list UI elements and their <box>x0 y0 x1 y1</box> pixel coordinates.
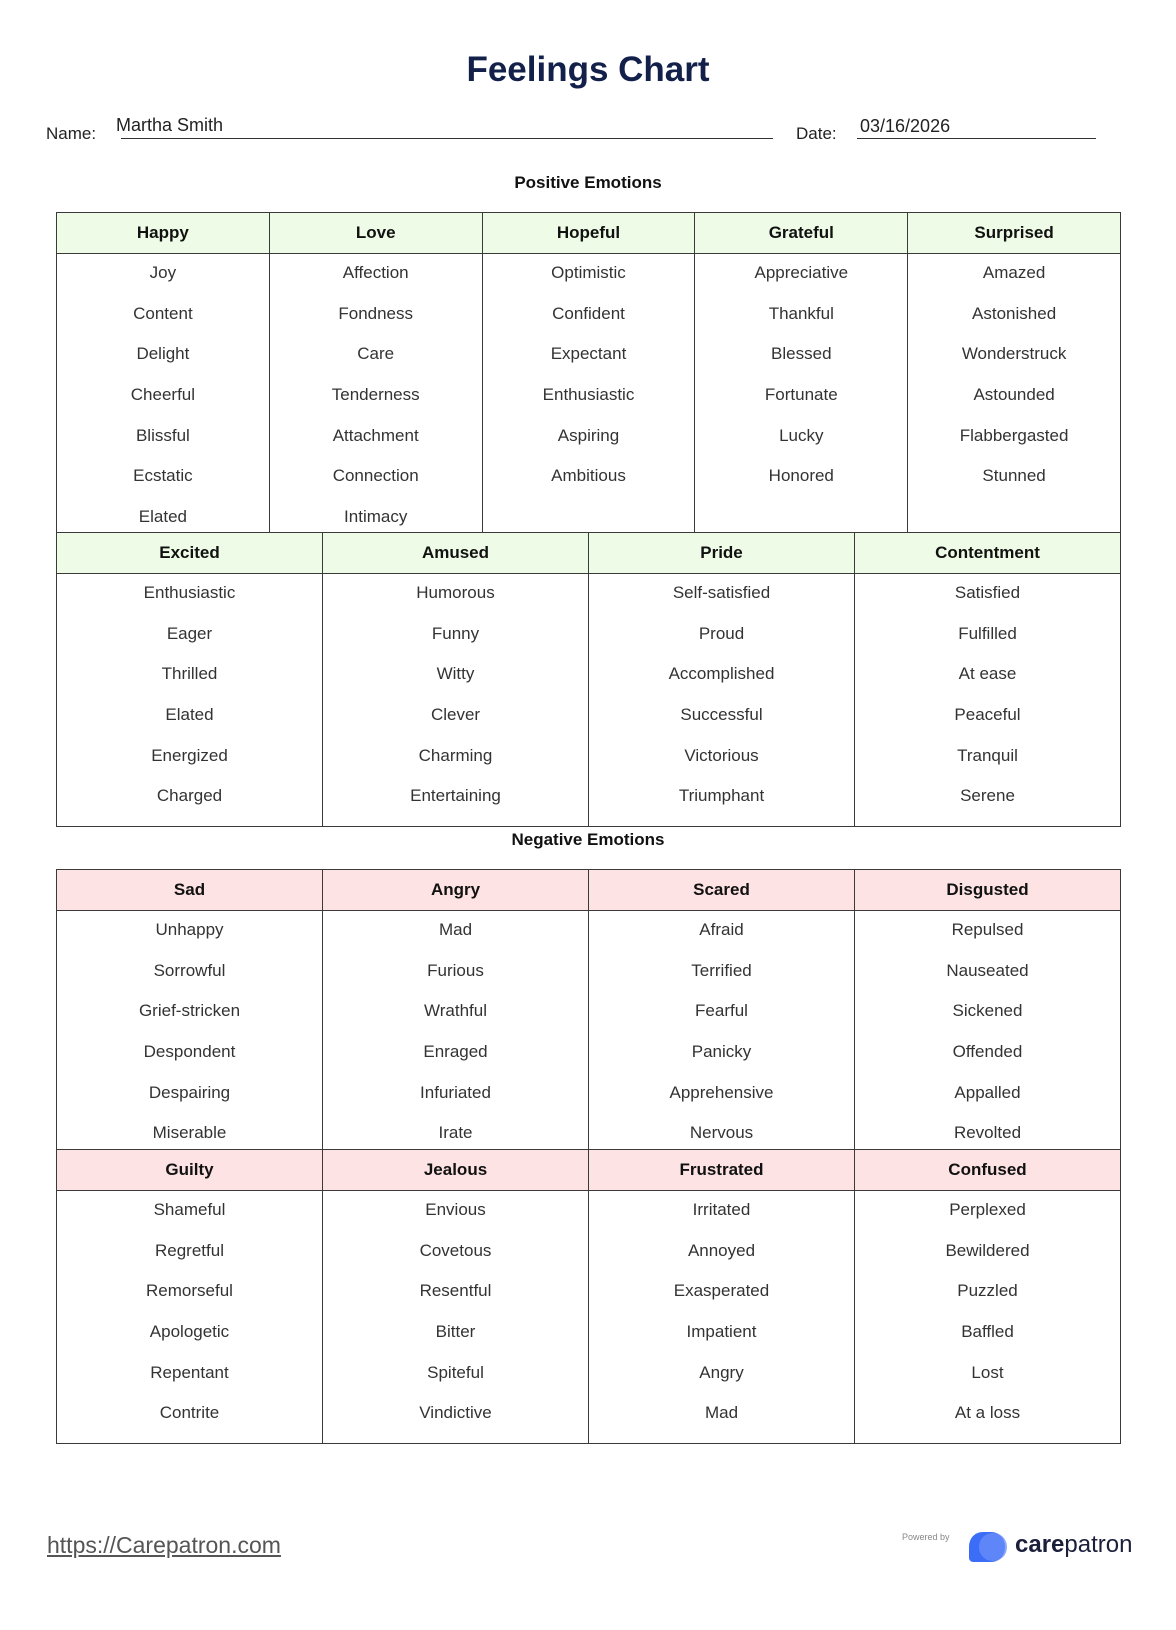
emotion-word: Delight <box>136 344 190 364</box>
category-header: Contentment <box>855 533 1121 574</box>
category-column <box>855 574 1121 827</box>
page-title: Feelings Chart <box>466 50 710 89</box>
emotion-word: Confident <box>552 303 625 323</box>
emotion-word: Proud <box>698 623 745 643</box>
category-header: Hopeful <box>482 213 695 254</box>
emotion-word: Remorseful <box>146 1281 233 1301</box>
carepatron-link[interactable]: https://Carepatron.com <box>47 1532 281 1558</box>
emotion-word: Enthusiastic <box>143 583 236 602</box>
category-column <box>855 911 1121 1164</box>
emotion-word: Bitter <box>435 1322 476 1342</box>
emotion-word: Ecstatic <box>133 466 193 486</box>
emotion-word: Content <box>133 303 193 323</box>
emotion-word: Sickened <box>952 1001 1023 1021</box>
emotion-word: Furious <box>427 960 484 980</box>
powered-by-label: Powered by <box>902 1532 950 1542</box>
emotion-word: Blissful <box>135 425 190 445</box>
category-header: Excited <box>57 533 323 574</box>
emotion-word: Repulsed <box>951 920 1024 939</box>
emotion-word: Lucky <box>779 425 824 445</box>
emotion-word: Energized <box>151 745 228 765</box>
category-column <box>855 1191 1121 1444</box>
emotion-word: Entertaining <box>410 786 501 806</box>
category-column <box>57 911 323 1164</box>
emotion-word: Connection <box>332 466 419 486</box>
emotion-word: Fondness <box>338 303 414 323</box>
category-column <box>589 911 855 1164</box>
emotion-word: Tenderness <box>331 385 420 405</box>
category-header: Pride <box>589 533 855 574</box>
emotion-word: Mad <box>704 1403 739 1423</box>
emotion-word: Covetous <box>419 1240 492 1260</box>
emotion-word: Aspiring <box>557 425 620 445</box>
emotion-word: Appalled <box>954 1082 1021 1102</box>
emotion-word: Envious <box>425 1200 486 1219</box>
emotion-word: Self-satisfied <box>672 583 771 602</box>
emotion-word: Annoyed <box>687 1240 756 1260</box>
emotion-word: Honored <box>768 466 834 486</box>
emotion-word: Attachment <box>332 425 419 445</box>
positive-emotions-title: Positive Emotions <box>514 173 662 192</box>
date-label: Date: <box>796 124 837 143</box>
category-column <box>269 254 482 548</box>
emotion-word: Baffled <box>961 1322 1014 1342</box>
emotion-word: Panicky <box>691 1042 752 1062</box>
emotion-word: Ambitious <box>551 466 626 486</box>
emotion-word: Victorious <box>684 745 759 765</box>
emotion-word: Triumphant <box>678 786 765 806</box>
emotion-word: Thankful <box>768 303 834 323</box>
emotion-word: Affection <box>342 263 409 282</box>
emotion-word: Offended <box>952 1042 1023 1062</box>
date-underline <box>857 138 1096 139</box>
emotion-word: Irate <box>438 1123 473 1143</box>
emotion-word: Astounded <box>973 385 1055 405</box>
category-header: Scared <box>589 870 855 911</box>
emotion-word: Successful <box>680 705 763 725</box>
category-column <box>57 1191 323 1444</box>
emotion-word: Spiteful <box>427 1362 484 1382</box>
category-header: Sad <box>57 870 323 911</box>
name-label: Name: <box>46 124 97 143</box>
emotion-word: Appreciative <box>754 263 849 282</box>
emotion-word: Lost <box>971 1362 1004 1382</box>
negative-emotions-title: Negative Emotions <box>511 830 665 849</box>
emotion-word: Terrified <box>691 960 752 980</box>
emotion-word: Mad <box>438 920 473 939</box>
emotion-word: Joy <box>149 263 177 282</box>
emotion-word: Funny <box>431 623 480 643</box>
emotion-word: Repentant <box>150 1362 229 1382</box>
emotion-word: Puzzled <box>957 1281 1018 1301</box>
emotion-word: Shameful <box>153 1200 226 1219</box>
category-column <box>323 911 589 1164</box>
category-column <box>908 254 1121 548</box>
emotion-word: Despondent <box>143 1042 236 1062</box>
negative-table-row-1 <box>56 869 1121 1164</box>
emotion-word: Elated <box>138 507 187 527</box>
emotion-word: Sorrowful <box>153 960 226 980</box>
emotion-word: Cheerful <box>130 385 196 405</box>
category-header: Angry <box>323 870 589 911</box>
category-column <box>57 574 323 827</box>
category-header: Disgusted <box>855 870 1121 911</box>
category-header: Love <box>269 213 482 254</box>
category-header: Amused <box>323 533 589 574</box>
name-field[interactable]: Martha Smith <box>116 115 224 135</box>
positive-table-row-2 <box>56 532 1121 827</box>
emotion-word: Intimacy <box>344 507 408 527</box>
category-column <box>482 254 695 548</box>
emotion-word: Serene <box>960 786 1015 806</box>
emotion-word: Perplexed <box>949 1200 1026 1219</box>
emotion-word: Wrathful <box>424 1001 487 1021</box>
emotion-word: Despairing <box>148 1082 231 1102</box>
category-header: Surprised <box>908 213 1121 254</box>
name-underline <box>121 138 773 139</box>
emotion-word: Humorous <box>416 583 495 602</box>
emotion-word: Accomplished <box>668 664 775 684</box>
emotion-word: Infuriated <box>420 1082 491 1102</box>
emotion-word: Nervous <box>689 1123 754 1143</box>
emotion-word: Angry <box>699 1362 744 1382</box>
emotion-word: Fulfilled <box>958 623 1017 643</box>
emotion-word: Apologetic <box>149 1322 230 1342</box>
emotion-word: Grief-stricken <box>138 1001 241 1021</box>
emotion-word: Astonished <box>972 303 1057 323</box>
emotion-word: Expectant <box>550 344 627 364</box>
emotion-word: At a loss <box>954 1403 1021 1423</box>
emotion-word: Witty <box>436 664 475 684</box>
emotion-word: Contrite <box>159 1403 220 1423</box>
emotion-word: Impatient <box>686 1322 757 1342</box>
emotion-word: Peaceful <box>954 705 1021 725</box>
emotion-word: Charming <box>418 745 493 765</box>
date-field[interactable]: 03/16/2026 <box>860 116 951 136</box>
category-header: Jealous <box>323 1150 589 1191</box>
emotion-word: Afraid <box>699 920 744 939</box>
positive-table-row-1 <box>56 212 1121 548</box>
category-header: Grateful <box>695 213 908 254</box>
emotion-word: Enthusiastic <box>542 385 635 405</box>
emotion-word: Bewildered <box>945 1240 1030 1260</box>
emotion-word: Optimistic <box>551 263 626 282</box>
category-column <box>589 1191 855 1444</box>
category-column <box>57 254 270 548</box>
emotion-word: Flabbergasted <box>959 425 1069 445</box>
emotion-word: Tranquil <box>957 745 1018 765</box>
emotion-word: Enraged <box>423 1042 488 1062</box>
emotion-word: Regretful <box>155 1240 224 1260</box>
emotion-word: Charged <box>156 786 223 806</box>
emotion-word: Thrilled <box>161 664 218 684</box>
emotion-word: Blessed <box>771 344 832 364</box>
emotion-word: Resentful <box>419 1281 492 1301</box>
emotion-word: Care <box>357 344 395 364</box>
emotion-word: Vindictive <box>419 1403 492 1423</box>
emotion-word: Miserable <box>152 1123 227 1143</box>
emotion-word: Fortunate <box>764 385 838 405</box>
emotion-word: Eager <box>166 623 213 643</box>
emotion-word: Wonderstruck <box>961 344 1067 364</box>
category-column <box>589 574 855 827</box>
emotion-word: Clever <box>430 705 481 725</box>
carepatron-wordmark: carepatron <box>1015 1531 1133 1558</box>
category-column <box>323 574 589 827</box>
category-header: Happy <box>57 213 270 254</box>
category-column <box>695 254 908 548</box>
emotion-word: Satisfied <box>954 583 1021 602</box>
emotion-word: Fearful <box>695 1001 748 1021</box>
emotion-word: Stunned <box>982 466 1046 486</box>
category-header: Frustrated <box>589 1150 855 1191</box>
emotion-word: Unhappy <box>155 920 224 939</box>
category-header: Confused <box>855 1150 1121 1191</box>
category-column <box>323 1191 589 1444</box>
emotion-word: Elated <box>165 705 214 725</box>
emotion-word: Apprehensive <box>669 1082 774 1102</box>
emotion-word: Irritated <box>692 1200 751 1219</box>
emotion-word: At ease <box>958 664 1017 684</box>
emotion-word: Amazed <box>982 263 1046 282</box>
category-header: Guilty <box>57 1150 323 1191</box>
emotion-word: Exasperated <box>673 1281 770 1301</box>
negative-table-row-2 <box>56 1149 1121 1444</box>
emotion-word: Nauseated <box>946 960 1029 980</box>
emotion-word: Revolted <box>953 1123 1022 1143</box>
